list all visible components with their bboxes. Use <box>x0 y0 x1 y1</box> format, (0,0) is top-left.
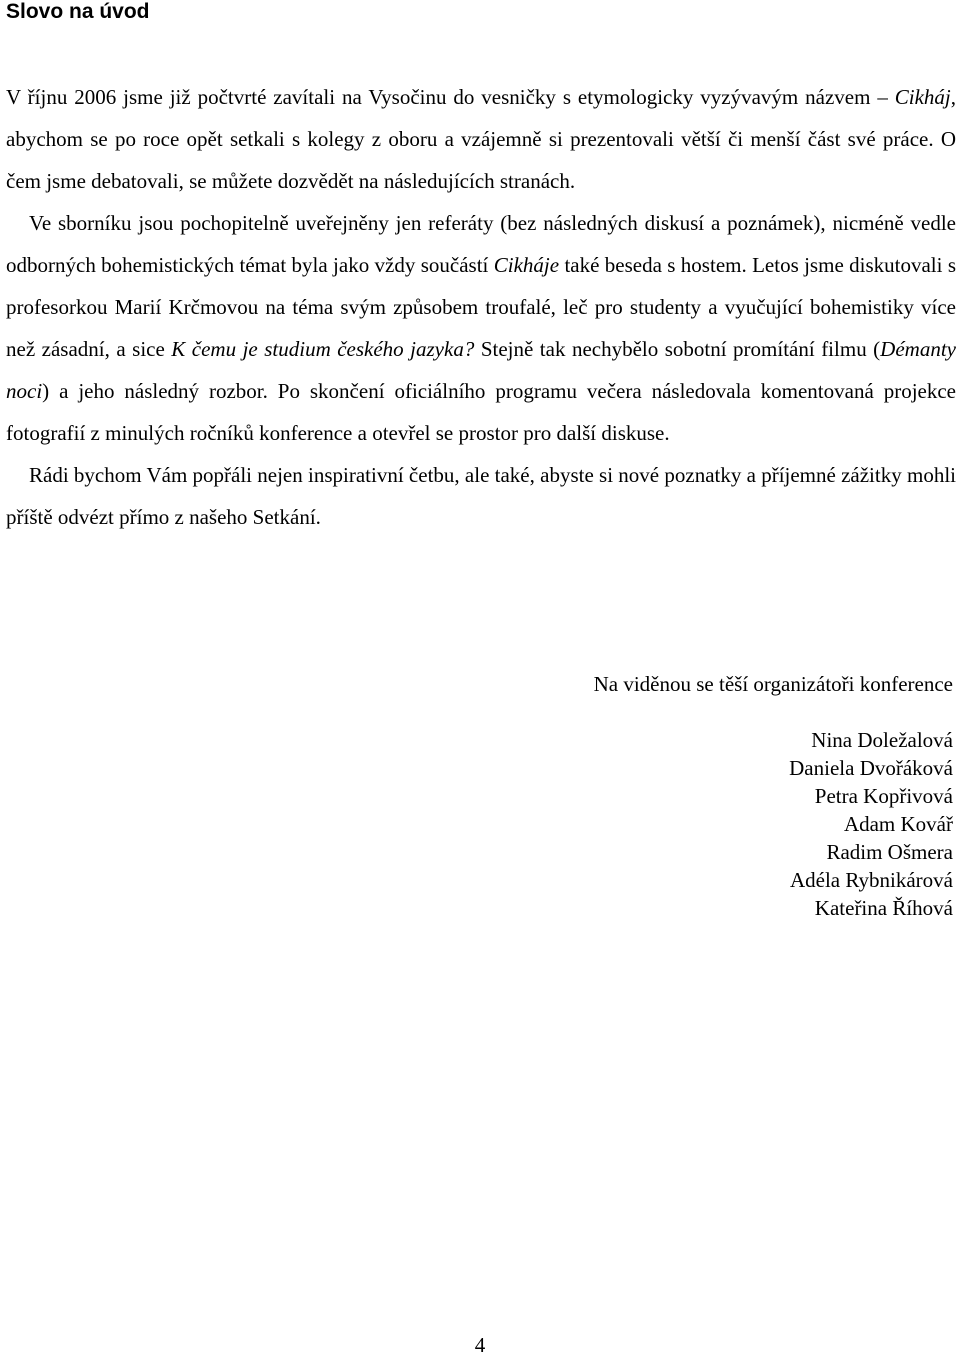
proceedings-text-4: ) a jeho následný rozbor. Po skončení oficiálního programu večera následovala komentovaná projekce fotografií z minulých ročníků konference a otevřel se prostor pro další diskuse. <box>6 379 956 445</box>
organizer-name: Daniela Dvořáková <box>789 756 953 780</box>
proceedings-emphasis-film: Démanty noci <box>6 337 956 403</box>
paragraph-intro <box>6 76 956 202</box>
proceedings-emphasis-topic: K čemu je studium českého jazyka? <box>171 337 475 361</box>
closing-line: Na viděnou se těší organizátoři konference <box>593 672 953 696</box>
intro-text-1: V říjnu 2006 jsme již počtvrté zavítali na Vysočinu do vesničky s etymologicky vyzývavým názvem – <box>6 85 895 109</box>
organizer-name: Radim Ošmera <box>826 840 953 864</box>
paragraph-wishes: Rádi bychom Vám popřáli nejen inspirativní četbu, ale také, abyste si nové poznatky a příjemné zážitky mohli příště odvézt přímo z našeho Setkání. <box>6 463 956 529</box>
proceedings-emphasis-cikhaje: Cikháje <box>493 253 560 277</box>
proceedings-text-1: Ve sborníku jsou pochopitelně uveřejněny jen referáty (bez následných diskusí a poznámek), nicméně vedle odborných bohemistických témat byla jako vždy součástí <box>6 211 956 277</box>
page-number: 4 <box>474 1333 486 1357</box>
organizer-name: Nina Doležalová <box>811 728 953 752</box>
body-text <box>6 76 956 538</box>
proceedings-text-3: Stejně tak nechybělo sobotní promítání filmu ( <box>474 337 881 361</box>
organizer-name: Petra Kopřivová <box>814 784 953 808</box>
paragraph-proceedings <box>6 202 956 454</box>
page-heading: Slovo na úvod <box>6 0 150 23</box>
proceedings-text-2: také beseda s hostem. Letos jsme diskutovali s profesorkou Marií Krčmovou na téma svým způsobem troufalé, leč pro studenty a vyučující bohemistiky více než zásadní, a sice <box>6 253 956 361</box>
intro-emphasis-cikhaj: Cikháj <box>894 85 951 109</box>
organizer-list <box>789 726 953 922</box>
intro-text-2: , abychom se po roce opět setkali s kolegy z oboru a vzájemně si prezentovali větší či menší část své práce. O čem jsme debatovali, se můžete dozvědět na následujících stranách. <box>6 85 956 193</box>
organizer-name: Kateřina Říhová <box>814 896 953 920</box>
organizer-name: Adéla Rybnikárová <box>789 868 953 892</box>
organizer-name: Adam Kovář <box>843 812 953 836</box>
